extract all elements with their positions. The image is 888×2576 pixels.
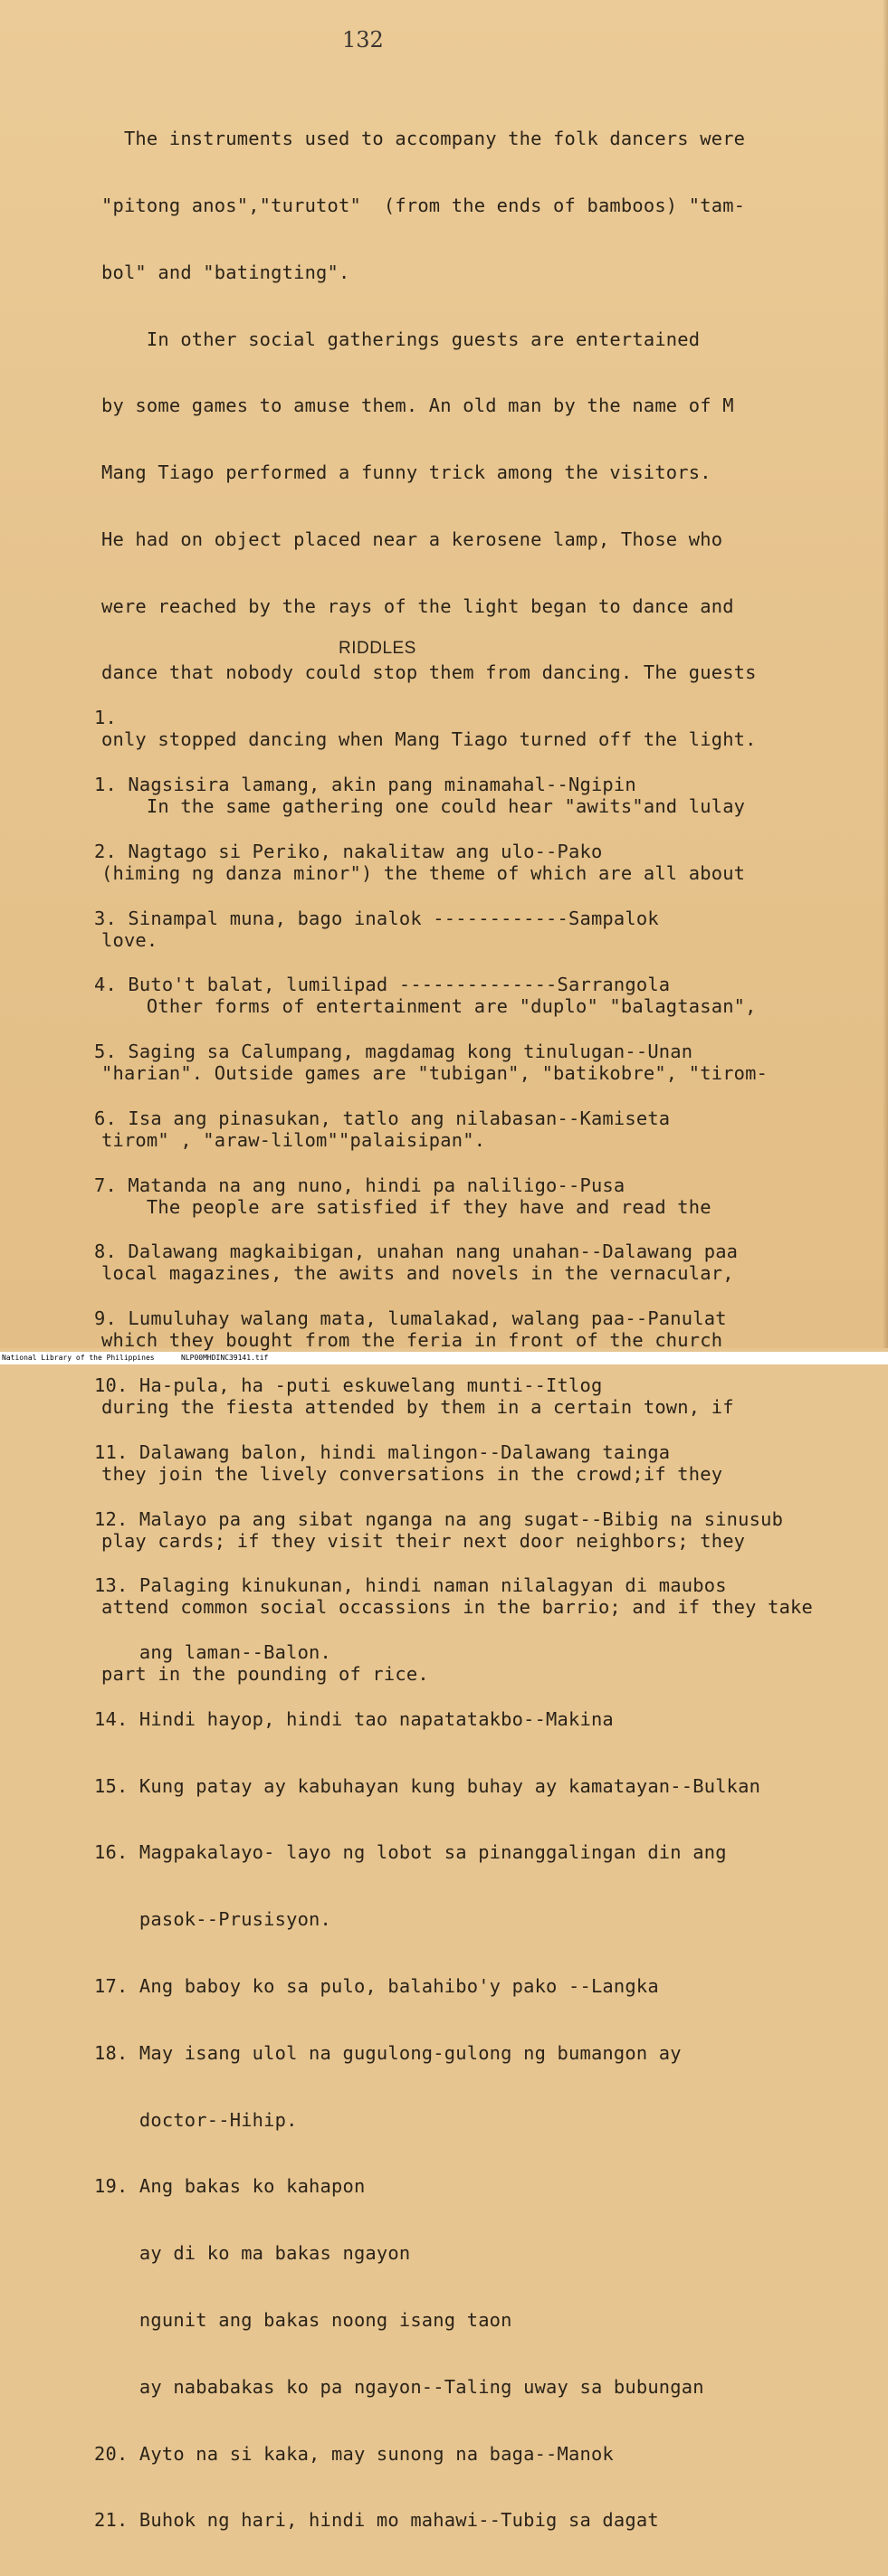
text-line: The people are satisfied if they have and read the	[101, 1195, 711, 1218]
riddles-list	[94, 662, 887, 2576]
text-line: bol" and "batingting".	[101, 261, 350, 283]
riddle-item: 2. Nagtago si Periko, nakalitaw ang ulo--Pako	[94, 840, 603, 862]
riddle-item: 21. Buhok ng hari, hindi mo mahawi--Tubig sa dagat	[94, 2509, 659, 2532]
text-line: dance that nobody could stop them from dancing. The guests	[101, 661, 757, 684]
riddle-item: doctor--Hihip.	[94, 2108, 298, 2131]
riddle-item: 20. Ayto na si kaka, may sunong na baga--Manok	[94, 2442, 614, 2465]
text-line: He had on object placed near a kerosene lamp, Those who	[101, 528, 723, 550]
riddle-item: 12. Malayo pa ang sibat nganga na ang sugat--Bibig na sinusub	[94, 1507, 784, 1530]
text-line: (himing ng danza minor") the theme of which are all about	[101, 861, 746, 884]
text-line: they join the lively conversations in the crowd;if they	[101, 1462, 723, 1485]
text-line: by some games to amuse them. An old man by the name of M	[101, 394, 734, 417]
riddle-item: 5. Saging sa Calumpang, magdamag kong tinulugan--Unan	[94, 1041, 693, 1063]
riddle-item: 4. Buto't balat, lumilipad --------------Sarrangola	[94, 974, 671, 996]
page-edge-shadow	[883, 0, 888, 1348]
text-line: In other social gatherings guests are entertained	[101, 328, 701, 350]
riddle-item: 3. Sinampal muna, bago inalok ------------Sampalok	[94, 907, 659, 929]
riddle-item: 19. Ang bakas ko kahapon	[94, 2175, 366, 2198]
riddle-item: 16. Magpakalayo- layo ng lobot sa pinanggalingan din ang	[94, 1841, 727, 1864]
text-line: The instruments used to accompany the folk dancers were	[101, 128, 746, 150]
text-line: "harian". Outside games are "tubigan", "batikobre", "tirom-	[101, 1062, 769, 1085]
text-line: play cards; if they visit their next door neighbors; they	[101, 1529, 746, 1552]
text-line: during the fiesta attended by them in a certain town, if	[101, 1396, 734, 1419]
text-line: "pitong anos","turutot" (from the ends of bamboos) "tam-	[101, 194, 746, 216]
riddle-item: 11. Dalawang balon, hindi malingon--Dalawang tainga	[94, 1440, 671, 1463]
riddle-item: ay nababakas ko pa ngayon--Taling uway sa bubungan	[94, 2375, 704, 2398]
riddle-item: 9. Lumuluhay walang mata, lumalakad, walang paa--Panulat	[94, 1307, 727, 1330]
text-line: local magazines, the awits and novels in the vernacular,	[101, 1262, 734, 1285]
text-line: were reached by the rays of the light began to dance and	[101, 594, 734, 617]
riddle-item: 15. Kung patay ay kabuhayan kung buhay ay kamatayan--Bulkan	[94, 1774, 761, 1797]
riddle-item: 8. Dalawang magkaibigan, unahan nang unahan--Dalawang paa	[94, 1240, 739, 1263]
riddle-item: 1.	[94, 707, 117, 729]
text-line: part in the pounding of rice.	[101, 1663, 429, 1686]
riddle-item: 10. Ha-pula, ha -puti eskuwelang munti--Itlog	[94, 1374, 603, 1396]
riddle-item: 7. Matanda na ang nuno, hindi pa naliligo--Pusa	[94, 1174, 625, 1196]
riddles-heading: RIDDLES	[339, 639, 416, 658]
riddle-item: ang laman--Balon.	[94, 1641, 332, 1664]
page-number: 132	[342, 27, 384, 52]
text-line: Mang Tiago performed a funny trick among the visitors.	[101, 461, 711, 484]
footer-file-name: NLP00MHDINC39141.tif	[181, 1354, 269, 1362]
riddle-item: 17. Ang baboy ko sa pulo, balahibo'y pako --Langka	[94, 1975, 659, 1998]
text-line: Other forms of entertainment are "duplo" "balagtasan",	[101, 995, 757, 1018]
text-line: only stopped dancing when Mang Tiago turned off the light.	[101, 728, 757, 751]
riddle-item: 18. May isang ulol na gugulong-gulong ng bumangon ay	[94, 2041, 682, 2064]
text-line: attend common social occassions in the barrio; and if they take	[101, 1596, 814, 1619]
text-line: love.	[101, 928, 158, 951]
riddle-item: pasok--Prusisyon.	[94, 1908, 332, 1931]
text-line: which they bought from the feria in front of the church	[101, 1329, 723, 1352]
riddle-item: 6. Isa ang pinasukan, tatlo ang nilabasan--Kamiseta	[94, 1107, 671, 1129]
footer-library-name: National Library of the Philippines	[2, 1354, 155, 1362]
riddle-item: 13. Palaging kinukunan, hindi naman nilalagyan di maubos	[94, 1574, 727, 1597]
text-line: tirom" , "araw-lilom""palaisipan".	[101, 1128, 486, 1151]
scan-footer	[0, 1352, 888, 1364]
riddle-item: 1. Nagsisira lamang, akin pang minamahal--Ngipin	[94, 773, 636, 795]
riddle-item: ngunit ang bakas noong isang taon	[94, 2308, 512, 2331]
text-line: In the same gathering one could hear "awits"and lulay	[101, 795, 746, 817]
riddle-item: ay di ko ma bakas ngayon	[94, 2242, 411, 2265]
riddle-item: 14. Hindi hayop, hindi tao napatatakbo--Makina	[94, 1707, 614, 1730]
